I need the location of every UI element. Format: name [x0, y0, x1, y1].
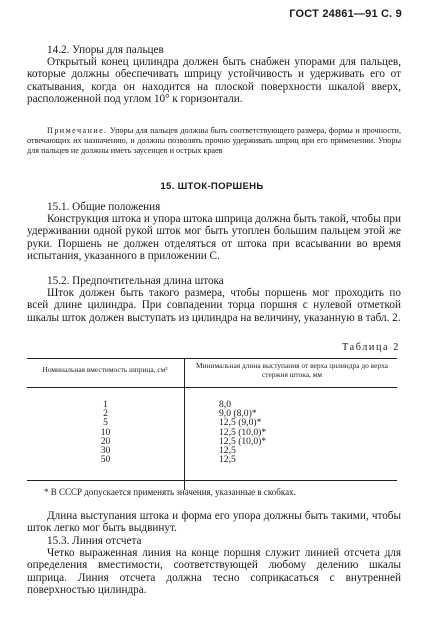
col2-header: Минимальная длина выступания от верха цилиндра до верха стержня штока, мм [196, 361, 388, 379]
section-15-1-body: Конструкция штока и упора штока шприца должна быть такой, чтобы при удерживании одной рукой шток мог быть утоплен большим пальцем этой же руки. Поршень не должен отделяться от штока при всасывании во время испытания, указанного в приложении С. [27, 213, 401, 263]
section-14-2-title: 14.2. Упоры для пальцев [47, 44, 164, 56]
length-cell: 9,0 (8,0)* [219, 408, 257, 420]
section-14-2-note [27, 126, 401, 157]
col1-header: Номинальная вместимость шприца, см³ [42, 365, 168, 374]
note-label: Примечание. [47, 126, 108, 135]
table-column-divider [184, 358, 185, 490]
section-15-3-body: Четко выраженная линия на конце поршня служит линией отсчета для определения вместимости, соответствующей любому делению шкалы шприца. Линия отсчета должна тесно соприкасаться с внутренней поверхностью цилиндра. [27, 547, 401, 597]
table-top-rule [27, 358, 397, 359]
table-footnote: * В СССР допускается применять значения, указанные в скобках. [44, 487, 296, 497]
page-header: ГОСТ 24861—91 С. 9 [289, 8, 402, 20]
length-cell: 12,5 [219, 454, 236, 466]
table-caption: Таблица 2 [342, 342, 400, 353]
capacity-cell: 1 [103, 399, 108, 410]
length-cell: 12,5 (10,0)* [219, 426, 267, 438]
table-2 [27, 358, 397, 496]
length-cell: 8,0 [219, 399, 231, 410]
capacity-cell: 50 [100, 454, 111, 466]
length-cell: 12,5 [219, 444, 236, 456]
capacity-cell: 5 [103, 417, 108, 429]
section-15-3-title: 15.3. Линия отсчета [47, 535, 142, 547]
length-cell: 12,5 (10,0)* [219, 435, 267, 447]
capacity-cell: 10 [100, 426, 111, 438]
length-cell: 12,5 (9,0)* [219, 417, 262, 429]
capacity-cell: 30 [100, 444, 111, 456]
note-text: Упоры для пальцев должны быть соответствующего размера, формы и прочности, отвечающих их назначению, и должны позволять прочно удерживать шприц при его применении. Упоры для пальцев не должны иметь заусенцев и острых краев [27, 126, 401, 156]
header-rule [27, 387, 397, 388]
section-15-2-body: Шток должен быть такого размера, чтобы поршень мог проходить по всей длине цилиндра. При совпадении торца поршня с нулевой отметкой шкалы шток должен выступать из цилиндра на величину, указанную в табл. 2. [27, 287, 401, 324]
length-column [219, 400, 339, 464]
section-15-1-title: 15.1. Общие положения [47, 201, 161, 213]
section-15-2-title: 15.2. Предпочтительная длина штока [47, 275, 224, 287]
capacity-column [27, 400, 184, 464]
capacity-cell: 20 [100, 435, 111, 447]
plunger-length-paragraph: Длина выступания штока и форма его упора должны быть такими, чтобы шток легко мог быть выдвинут. [27, 510, 401, 535]
footnote-rule [27, 480, 397, 481]
section-15-title: 15. ШТОК-ПОРШЕНЬ [160, 181, 264, 192]
section-14-2-body: Открытый конец цилиндра должен быть снабжен упорами для пальцев, которые должны обеспечивать шприцу устойчивость и удерживать его от скатывания, когда он находится на плоской поверхности шкалой вверх, расположенной под углом 10° к горизонтали. [27, 56, 401, 106]
capacity-cell: 2 [103, 408, 108, 420]
